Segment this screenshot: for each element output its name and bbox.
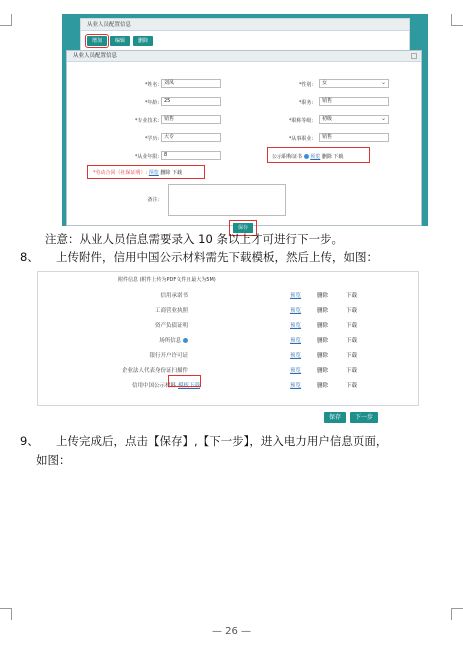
delete-link[interactable]: 删除 xyxy=(317,353,329,359)
attachment-label: 信用承诺书 xyxy=(160,293,188,299)
download-link[interactable]: 下载 xyxy=(346,383,358,389)
attachment-row xyxy=(38,363,420,377)
step-9-number: 9、 xyxy=(20,434,39,448)
attachment-row xyxy=(38,333,420,347)
preview-link[interactable]: 预览 xyxy=(290,368,302,374)
specialty-label: *专业技术: xyxy=(134,118,159,124)
dialog-title: 从业人员配置信息 xyxy=(67,51,421,62)
delete-link[interactable]: 删除 xyxy=(317,308,329,314)
cert-download-link[interactable]: 下载 xyxy=(333,154,344,160)
attachment-row xyxy=(38,378,420,392)
duty-label: *职务: xyxy=(298,100,313,106)
title-level-select[interactable]: 初级 ⌄ xyxy=(319,115,389,124)
step-9-text: 上传完成后，点击【保存】,【下一步】，进入电力用户信息页面， xyxy=(56,434,388,448)
download-link[interactable]: 下载 xyxy=(346,338,358,344)
info-icon xyxy=(183,338,188,343)
preview-link[interactable]: 预览 xyxy=(290,293,302,299)
download-link[interactable]: 下载 xyxy=(346,368,358,374)
close-icon[interactable] xyxy=(411,53,417,59)
education-label: *学历: xyxy=(144,136,159,142)
step-9-continued: 如图： xyxy=(36,453,71,467)
info-icon xyxy=(304,154,309,159)
education-field[interactable]: 大专 xyxy=(161,133,221,142)
cert-label: 公示职称证书 xyxy=(272,154,303,160)
next-step-button[interactable]: 下一步 xyxy=(350,412,378,423)
attachment-label: 工商营业执照 xyxy=(154,308,188,314)
preview-link[interactable]: 预览 xyxy=(290,338,302,344)
delete-link[interactable]: 删除 xyxy=(317,383,329,389)
delete-link[interactable]: 删除 xyxy=(317,338,329,344)
preview-link[interactable]: 预览 xyxy=(290,308,302,314)
add-button[interactable]: 增加 xyxy=(87,36,107,46)
delete-link[interactable]: 删除 xyxy=(317,368,329,374)
crop-mark-bottom-left xyxy=(0,608,12,620)
attachment-row xyxy=(38,288,420,302)
attachment-label: 企业法人代表身份证扫描件 xyxy=(121,368,188,374)
age-label: *年龄: xyxy=(144,100,159,106)
download-link[interactable]: 下载 xyxy=(346,293,358,299)
title-level-label: *职称等级: xyxy=(288,118,313,124)
crop-mark-bottom-right xyxy=(451,608,463,620)
years-label: *从业年限: xyxy=(134,154,159,160)
attachment-label: 信用中国公示材料 模板下载 xyxy=(131,383,200,389)
name-field[interactable]: 刘凤 xyxy=(161,79,221,88)
edit-button[interactable]: 编辑 xyxy=(110,36,130,46)
duty-field[interactable]: 销售 xyxy=(319,97,389,106)
contract-delete-link[interactable]: 删除 xyxy=(160,170,171,176)
job-label: *从事职业: xyxy=(288,136,313,142)
contract-download-link[interactable]: 下载 xyxy=(172,170,183,176)
delete-button[interactable]: 删除 xyxy=(133,36,153,46)
preview-link[interactable]: 预览 xyxy=(290,323,302,329)
cert-preview-link[interactable]: 预览 xyxy=(310,154,321,160)
attachment-label: 银行开户许可证 xyxy=(149,353,188,359)
name-label: *姓名: xyxy=(144,82,159,88)
note-text: 注意：从业人员信息需要录入 10 条以上才可进行下一步。 xyxy=(45,232,343,246)
staff-config-screenshot xyxy=(62,14,428,231)
years-field[interactable]: 8 xyxy=(161,151,221,160)
staff-dialog xyxy=(66,50,422,231)
dialog-save-button[interactable]: 保存 xyxy=(233,223,253,233)
gender-select[interactable]: 女 ⌄ xyxy=(319,79,389,88)
cert-delete-link[interactable]: 删除 xyxy=(321,154,332,160)
crop-mark-top-left xyxy=(0,14,12,26)
template-download-link[interactable]: 模板下载 xyxy=(177,383,200,389)
preview-link[interactable]: 预览 xyxy=(290,353,302,359)
contract-preview-link[interactable]: 预览 xyxy=(148,170,159,176)
download-link[interactable]: 下载 xyxy=(346,323,358,329)
cert-row xyxy=(272,153,343,160)
step-8 xyxy=(20,249,378,265)
attachment-row xyxy=(38,303,420,317)
job-field[interactable]: 销售 xyxy=(319,133,389,142)
attachment-row xyxy=(38,318,420,332)
contract-row xyxy=(93,169,182,176)
gender-label: *性别: xyxy=(298,82,313,88)
specialty-field[interactable]: 销售 xyxy=(161,115,221,124)
delete-link[interactable]: 删除 xyxy=(317,293,329,299)
download-link[interactable]: 下载 xyxy=(346,308,358,314)
attachment-header: 附件信息 (附件上传为PDF文件且最大为5M) xyxy=(118,277,216,283)
attachment-row xyxy=(38,348,420,362)
step-9 xyxy=(20,433,387,449)
step-8-text: 上传附件，信用中国公示材料需先下载模板，然后上传，如图： xyxy=(56,250,378,264)
attachment-label: 资产负债证明 xyxy=(154,323,188,329)
contract-label: *劳动合同（社保证明）: xyxy=(93,170,148,176)
template-highlight xyxy=(168,375,201,387)
delete-link[interactable]: 删除 xyxy=(317,323,329,329)
attachment-label: 场所信息 xyxy=(159,336,188,344)
download-link[interactable]: 下载 xyxy=(346,353,358,359)
remark-textarea[interactable] xyxy=(168,184,286,216)
age-field[interactable]: 25 xyxy=(161,97,221,106)
outer-panel-title: 从业人员配置信息 xyxy=(81,19,409,31)
preview-link[interactable]: 预览 xyxy=(290,383,302,389)
page-number: — 26 — xyxy=(211,626,252,637)
save-button[interactable]: 保存 xyxy=(324,412,346,423)
attachment-screenshot xyxy=(37,271,419,406)
crop-mark-top-right xyxy=(451,14,463,26)
step-8-number: 8、 xyxy=(20,250,39,264)
remark-label: 备注: xyxy=(147,197,159,203)
